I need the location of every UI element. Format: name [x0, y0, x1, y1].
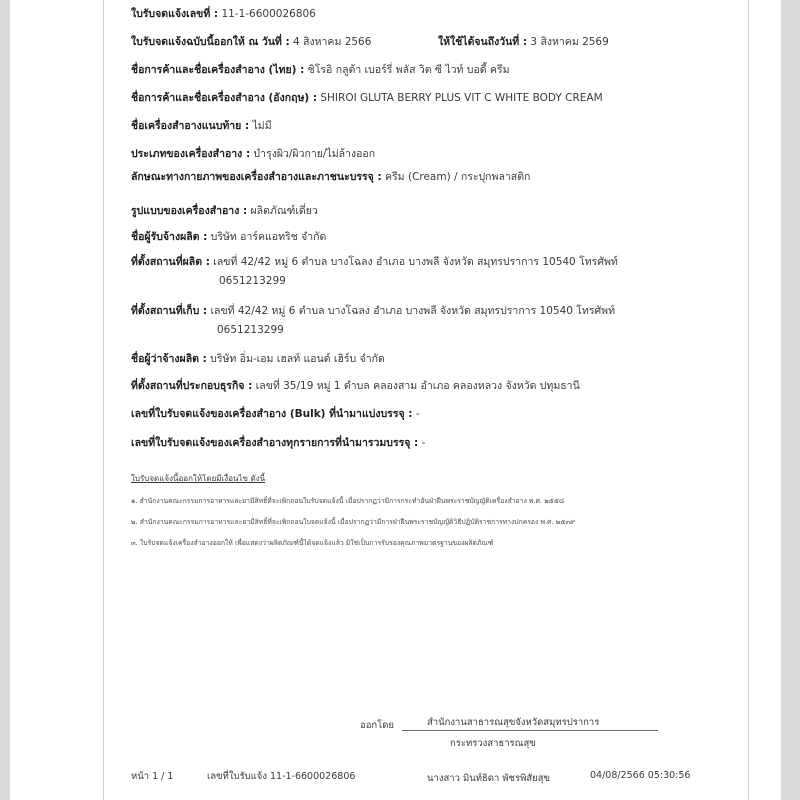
officer-name: นางสาว มินท์ธิดา พัชรพิสัยสุข	[427, 773, 551, 784]
cosmetic-type-label: ประเภทของเครื่องสำอาง :	[131, 148, 251, 160]
condition-1: ๑. สำนักงานคณะกรรมการอาหารและยามีสิทธิ์ที่จะเพิกถอนใบรับจดแจ้งนี้ เมื่อปรากฏว่ามีการกระทำอันฝ่าฝืนพระราชบัญญัติเครื่องสำอาง พ.ศ. ๒๕๕๘	[131, 497, 565, 505]
condition-3: ๓. ใบรับจดแจ้งเครื่องสำอางออกให้ เพื่อแสดงว่าผลิตภัณฑ์นี้ได้จดแจ้งแล้ว มิใช่เป็นการรับรองคุณภาพมาตรฐานของผลิตภัณฑ์	[131, 539, 494, 547]
right-frame	[781, 0, 800, 800]
cosmetic-type-row	[131, 147, 691, 161]
valid-until-row	[438, 35, 609, 49]
factory-address-value-1: เลขที่ 42/42 หมู่ 6 ตำบล บางโฉลง อำเภอ บางพลี จังหวัด สมุทรปราการ 10540 โทรศัพท์	[213, 256, 618, 268]
combined-registration-value: -	[421, 437, 426, 449]
issued-by-label: ออกโดย	[360, 720, 395, 731]
business-address-value: เลขที่ 35/19 หมู่ 1 ตำบล คลองสาม อำเภอ คลองหลวง จังหวัด ปทุมธานี	[255, 380, 580, 392]
combined-registration-row	[131, 436, 691, 450]
hirer-row	[131, 352, 691, 366]
attached-name-value: ไม่มี	[252, 120, 272, 132]
factory-phone: 0651213299	[219, 275, 286, 287]
manufacturer-row	[131, 230, 691, 244]
print-timestamp: 04/08/2566 05:30:56	[590, 770, 691, 781]
issue-date-label: ใบรับจดแจ้งฉบับนี้ออกให้ ณ วันที่ :	[131, 36, 290, 48]
cosmetic-format-row	[131, 204, 691, 218]
trade-name-en-value: SHIROI GLUTA BERRY PLUS VIT C WHITE BODY CREAM	[320, 92, 603, 104]
page-edge-right	[748, 0, 749, 800]
cosmetic-format-value: ผลิตภัณฑ์เดี่ยว	[250, 205, 318, 217]
valid-until-value: 3 สิงหาคม 2569	[530, 36, 609, 48]
bulk-registration-value: -	[415, 408, 420, 420]
trade-name-th-label: ชื่อการค้าและชื่อเครื่องสำอาง (ไทย) :	[131, 64, 305, 76]
cosmetic-format-label: รูปแบบของเครื่องสำอาง :	[131, 205, 248, 217]
left-frame	[0, 0, 10, 800]
business-address-row	[131, 379, 691, 393]
hirer-label: ชื่อผู้ว่าจ้างผลิต :	[131, 353, 207, 365]
business-address-label: ที่ตั้งสถานที่ประกอบธุรกิจ :	[131, 380, 253, 392]
hirer-value: บริษัท อิ่ม-เอม เฮลท์ แอนด์ เฮิร์บ จำกัด	[210, 353, 385, 365]
page-edge-left	[103, 0, 104, 800]
footer-registration-number: เลขที่ใบรับแจ้ง 11-1-6600026806	[207, 771, 356, 782]
issuing-office: สำนักงานสาธารณสุขจังหวัดสมุทรปราการ	[427, 717, 600, 728]
trade-name-en-label: ชื่อการค้าและชื่อเครื่องสำอาง (อังกฤษ) :	[131, 92, 318, 104]
trade-name-th-value: ชิโรอิ กลูต้า เบอร์รี่ พลัส วิต ซี ไวท์ บอดี้ ครีม	[307, 64, 510, 76]
physical-form-label: ลักษณะทางกายภาพของเครื่องสำอางและภาชนะบรรจุ :	[131, 171, 382, 183]
storage-address-row	[131, 304, 691, 318]
manufacturer-value: บริษัท อาร์คแอทริช จำกัด	[210, 231, 327, 243]
bulk-registration-label: เลขที่ใบรับจดแจ้งของเครื่องสำอาง (Bulk) ที่นำมาแบ่งบรรจุ :	[131, 408, 413, 420]
registration-number-value: 11-1-6600026806	[221, 8, 316, 20]
physical-form-row	[131, 170, 691, 184]
conditions-title: ใบรับจดแจ้งนี้ออกให้โดยมีเงื่อนไข ดังนี้	[131, 474, 266, 483]
physical-form-value: ครีม (Cream) / กระปุกพลาสติก	[385, 171, 531, 183]
factory-address-label: ที่ตั้งสถานที่ผลิต :	[131, 256, 210, 268]
issuing-ministry: กระทรวงสาธารณสุข	[450, 738, 536, 749]
storage-phone: 0651213299	[217, 324, 284, 336]
attached-name-row	[131, 119, 691, 133]
signature-rule	[402, 730, 658, 731]
valid-until-label: ให้ใช้ได้จนถึงวันที่ :	[438, 36, 528, 48]
storage-address-label: ที่ตั้งสถานที่เก็บ :	[131, 305, 208, 317]
trade-name-en-row	[131, 91, 691, 105]
factory-address-row	[131, 255, 691, 269]
trade-name-th-row	[131, 63, 691, 77]
page-number: หน้า 1 / 1	[131, 771, 174, 782]
registration-number-row	[131, 7, 691, 21]
condition-2: ๒. สำนักงานคณะกรรมการอาหารและยามีสิทธิ์ที่จะเพิกถอนใบจดแจ้งนี้ เมื่อปรากฏว่ามีการฝ่าฝืนพระราชบัญญัติวิธีปฏิบัติราชการทางปกครอง พ.ศ. ๒๕๓๙	[131, 518, 575, 526]
issue-date-value: 4 สิงหาคม 2566	[293, 36, 372, 48]
cosmetic-type-value: บำรุงผิว/ผิวกาย/ไม่ล้างออก	[253, 148, 376, 160]
attached-name-label: ชื่อเครื่องสำอางแนบท้าย :	[131, 120, 250, 132]
bulk-registration-row	[131, 407, 691, 421]
storage-address-value-1: เลขที่ 42/42 หมู่ 6 ตำบล บางโฉลง อำเภอ บางพลี จังหวัด สมุทรปราการ 10540 โทรศัพท์	[210, 305, 616, 317]
manufacturer-label: ชื่อผู้รับจ้างผลิต :	[131, 231, 208, 243]
combined-registration-label: เลขที่ใบรับจดแจ้งของเครื่องสำอางทุกรายการที่นำมารวมบรรจุ :	[131, 437, 419, 449]
registration-number-label: ใบรับจดแจ้งเลขที่ :	[131, 8, 219, 20]
